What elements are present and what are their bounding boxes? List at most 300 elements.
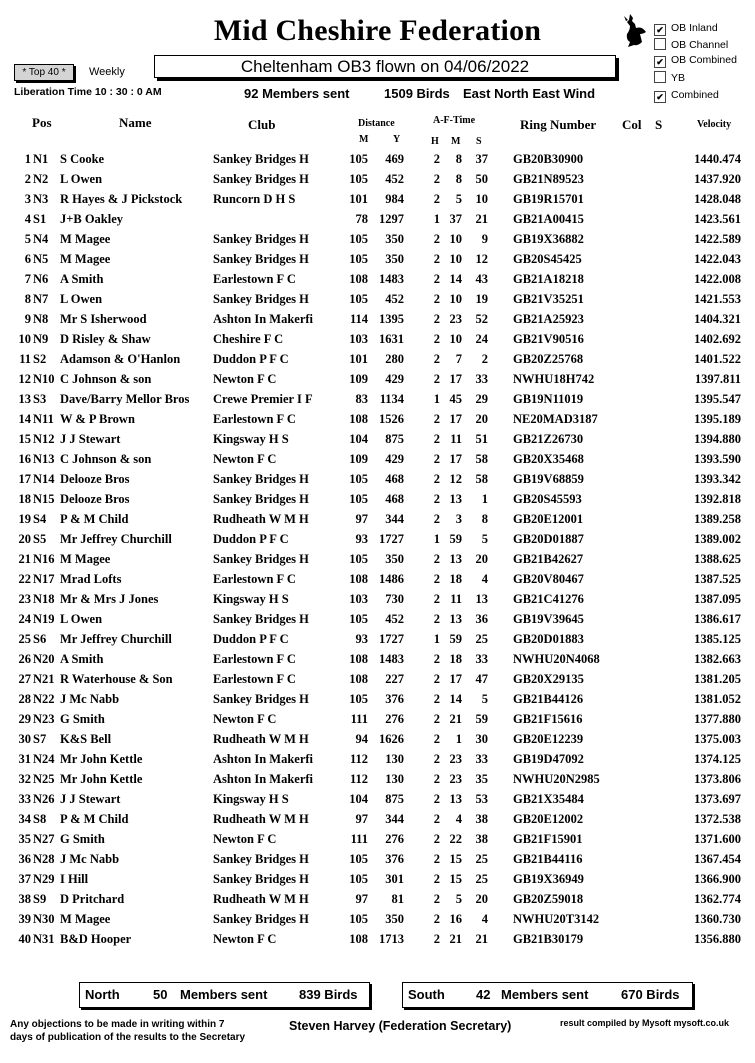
row-position: 23 xyxy=(18,592,31,606)
row-club: Newton F C xyxy=(213,372,277,386)
table-row xyxy=(0,870,755,890)
row-section: N12 xyxy=(33,432,55,446)
row-hours: 2 xyxy=(433,232,440,246)
row-section: S9 xyxy=(33,892,47,906)
table-row xyxy=(0,350,755,370)
row-dist-miles: 94 xyxy=(355,732,368,746)
row-dist-miles: 105 xyxy=(349,692,368,706)
row-minutes: 18 xyxy=(449,572,462,586)
option-yb[interactable]: YB xyxy=(654,71,685,85)
row-minutes: 13 xyxy=(449,792,462,806)
row-dist-miles: 112 xyxy=(349,772,368,786)
row-dist-miles: 103 xyxy=(349,592,368,606)
pigeon-logo-icon xyxy=(622,12,648,48)
table-row xyxy=(0,650,755,670)
row-hours: 2 xyxy=(433,732,440,746)
row-seconds: 29 xyxy=(475,392,488,406)
north-summary xyxy=(79,982,370,1008)
row-position: 33 xyxy=(18,792,31,806)
row-dist-miles: 108 xyxy=(349,652,368,666)
row-name: Adamson & O'Hanlon xyxy=(60,352,181,366)
row-seconds: 33 xyxy=(475,372,488,386)
row-seconds: 4 xyxy=(481,572,488,586)
row-velocity: 1401.522 xyxy=(694,352,741,366)
row-minutes: 18 xyxy=(449,652,462,666)
row-name: P & M Child xyxy=(60,812,129,826)
row-ring-number: GB20B30900 xyxy=(513,152,584,166)
row-position: 6 xyxy=(24,252,31,266)
row-hours: 2 xyxy=(433,192,440,206)
table-row xyxy=(0,530,755,550)
row-seconds: 59 xyxy=(475,712,488,726)
option-combined[interactable]: ✔ Combined xyxy=(654,89,719,103)
secretary-name: Steven Harvey (Federation Secretary) xyxy=(289,1019,512,1033)
row-ring-number: GB20S45593 xyxy=(513,492,582,506)
row-club: Rudheath W M H xyxy=(213,512,309,526)
ob-combined-checkbox[interactable]: ✔ xyxy=(654,56,666,68)
row-velocity: 1389.002 xyxy=(694,532,741,546)
col-header-ring: Ring Number xyxy=(520,117,597,132)
row-velocity: 1428.048 xyxy=(694,192,741,206)
row-hours: 2 xyxy=(433,452,440,466)
row-velocity: 1437.920 xyxy=(694,172,741,186)
row-club: Ashton In Makerfi xyxy=(213,312,314,326)
row-ring-number: GB21B44116 xyxy=(513,852,583,866)
row-club: Earlestown F C xyxy=(213,572,296,586)
row-position: 7 xyxy=(24,272,31,286)
row-position: 31 xyxy=(18,752,31,766)
row-dist-miles: 97 xyxy=(355,512,368,526)
row-velocity: 1386.617 xyxy=(694,612,741,626)
row-velocity: 1422.043 xyxy=(694,252,741,266)
row-hours: 2 xyxy=(433,612,440,626)
row-section: S8 xyxy=(33,812,47,826)
row-section: N10 xyxy=(33,372,55,386)
row-hours: 2 xyxy=(433,312,440,326)
row-dist-miles: 105 xyxy=(349,872,368,886)
row-position: 1 xyxy=(24,152,31,166)
row-position: 2 xyxy=(24,172,31,186)
row-minutes: 8 xyxy=(455,152,462,166)
row-minutes: 45 xyxy=(449,392,462,406)
row-section: S6 xyxy=(33,632,47,646)
row-dist-yards: 227 xyxy=(385,672,404,686)
row-position: 27 xyxy=(18,672,31,686)
north-count: 50 xyxy=(153,987,168,1002)
row-hours: 2 xyxy=(433,752,440,766)
row-ring-number: NWHU20T3142 xyxy=(513,912,600,926)
row-name: Mrad Lofts xyxy=(60,572,122,586)
row-club: Ashton In Makerfi xyxy=(213,752,314,766)
row-seconds: 52 xyxy=(475,312,488,326)
row-name: R Waterhouse & Son xyxy=(60,672,173,686)
row-dist-miles: 112 xyxy=(349,752,368,766)
option-ob-combined[interactable]: ✔ OB Combined xyxy=(654,54,737,68)
row-section: N2 xyxy=(33,172,49,186)
row-minutes: 23 xyxy=(449,312,462,326)
row-ring-number: GB20Z25768 xyxy=(513,352,584,366)
row-name: L Owen xyxy=(60,292,103,306)
row-ring-number: GB21V90516 xyxy=(513,332,584,346)
row-section: N5 xyxy=(33,252,49,266)
row-velocity: 1387.095 xyxy=(694,592,741,606)
row-seconds: 21 xyxy=(475,212,488,226)
row-dist-yards: 468 xyxy=(385,472,404,486)
row-seconds: 53 xyxy=(475,792,488,806)
row-dist-yards: 350 xyxy=(385,252,404,266)
row-section: S5 xyxy=(33,532,47,546)
row-club: Newton F C xyxy=(213,932,277,946)
row-position: 15 xyxy=(18,432,31,446)
row-minutes: 10 xyxy=(449,232,462,246)
row-club: Sankey Bridges H xyxy=(213,152,309,166)
row-velocity: 1375.003 xyxy=(694,732,741,746)
yb-checkbox[interactable] xyxy=(654,71,666,83)
row-name: B&D Hooper xyxy=(60,932,132,946)
row-dist-yards: 875 xyxy=(385,792,404,806)
row-velocity: 1374.125 xyxy=(694,752,741,766)
row-ring-number: GB20E12239 xyxy=(513,732,584,746)
row-seconds: 20 xyxy=(475,412,488,426)
row-ring-number: GB21A18218 xyxy=(513,272,584,286)
row-hours: 2 xyxy=(433,692,440,706)
row-dist-miles: 93 xyxy=(355,632,368,646)
row-ring-number: GB20Z59018 xyxy=(513,892,584,906)
row-club: Sankey Bridges H xyxy=(213,852,309,866)
race-title-box: Cheltenham OB3 flown on 04/06/2022 xyxy=(154,55,616,78)
row-name: J Mc Nabb xyxy=(60,852,120,866)
row-position: 17 xyxy=(18,472,31,486)
objections-note: Any objections to be made in writing within 7 days of publication of the results to the Secretary xyxy=(10,1019,246,1043)
row-section: S4 xyxy=(33,512,47,526)
federation-title: Mid Cheshire Federation xyxy=(213,14,542,47)
row-name: Dave/Barry Mellor Bros xyxy=(60,392,190,406)
row-dist-yards: 376 xyxy=(385,692,404,706)
row-section: N18 xyxy=(33,592,55,606)
col-header-sex: S xyxy=(655,117,663,132)
row-minutes: 13 xyxy=(449,492,462,506)
combined-checkbox[interactable]: ✔ xyxy=(654,91,666,103)
row-seconds: 38 xyxy=(475,832,488,846)
row-dist-yards: 468 xyxy=(385,492,404,506)
row-name: G Smith xyxy=(60,832,105,846)
south-members: Members sent xyxy=(501,987,589,1002)
row-club: Cheshire F C xyxy=(213,332,284,346)
row-dist-yards: 1713 xyxy=(379,932,404,946)
row-club: Earlestown F C xyxy=(213,652,296,666)
row-dist-miles: 93 xyxy=(355,532,368,546)
row-section: N14 xyxy=(33,472,55,486)
row-hours: 2 xyxy=(433,512,440,526)
row-club: Earlestown F C xyxy=(213,412,296,426)
row-dist-yards: 1486 xyxy=(379,572,404,586)
row-seconds: 47 xyxy=(475,672,488,686)
row-hours: 2 xyxy=(433,852,440,866)
row-hours: 2 xyxy=(433,892,440,906)
row-minutes: 23 xyxy=(449,772,462,786)
row-name: L Owen xyxy=(60,612,103,626)
row-position: 25 xyxy=(18,632,31,646)
row-minutes: 15 xyxy=(449,872,462,886)
row-dist-yards: 452 xyxy=(385,612,404,626)
row-section: N15 xyxy=(33,492,55,506)
row-dist-yards: 376 xyxy=(385,852,404,866)
row-ring-number: GB20V80467 xyxy=(513,572,584,586)
row-minutes: 12 xyxy=(449,472,462,486)
table-row xyxy=(0,310,755,330)
row-velocity: 1422.008 xyxy=(694,272,741,286)
ob-channel-checkbox[interactable] xyxy=(654,38,666,50)
row-position: 30 xyxy=(18,732,31,746)
row-dist-yards: 276 xyxy=(385,832,404,846)
col-header-h: H xyxy=(431,136,439,147)
table-row xyxy=(0,550,755,570)
row-minutes: 14 xyxy=(449,692,462,706)
table-row xyxy=(0,670,755,690)
row-ring-number: GB21V35251 xyxy=(513,292,584,306)
row-seconds: 13 xyxy=(475,592,488,606)
row-velocity: 1356.880 xyxy=(694,932,741,946)
row-position: 5 xyxy=(24,232,31,246)
table-row xyxy=(0,630,755,650)
row-section: N8 xyxy=(33,312,49,326)
row-dist-yards: 429 xyxy=(385,452,404,466)
row-dist-yards: 1483 xyxy=(379,652,404,666)
row-dist-miles: 97 xyxy=(355,812,368,826)
row-seconds: 4 xyxy=(481,912,488,926)
row-club: Rudheath W M H xyxy=(213,732,309,746)
row-position: 8 xyxy=(24,292,31,306)
option-ob-inland[interactable]: ✔ OB Inland xyxy=(654,22,718,36)
row-dist-yards: 1727 xyxy=(379,632,404,646)
row-club: Sankey Bridges H xyxy=(213,292,309,306)
col-header-af-time: A-F-Time xyxy=(433,115,476,126)
row-dist-miles: 103 xyxy=(349,332,368,346)
table-row xyxy=(0,850,755,870)
top-40-button[interactable]: * Top 40 * xyxy=(14,64,74,81)
row-name: D Risley & Shaw xyxy=(60,332,151,346)
row-seconds: 12 xyxy=(475,252,488,266)
row-hours: 2 xyxy=(433,832,440,846)
row-hours: 2 xyxy=(433,172,440,186)
row-club: Sankey Bridges H xyxy=(213,692,309,706)
row-seconds: 36 xyxy=(475,612,488,626)
row-velocity: 1373.806 xyxy=(694,772,741,786)
table-row xyxy=(0,930,755,950)
row-position: 32 xyxy=(18,772,31,786)
row-club: Kingsway H S xyxy=(213,432,289,446)
row-seconds: 37 xyxy=(475,152,488,166)
row-hours: 2 xyxy=(433,432,440,446)
south-summary xyxy=(402,982,693,1008)
row-hours: 2 xyxy=(433,272,440,286)
row-dist-miles: 105 xyxy=(349,612,368,626)
row-seconds: 51 xyxy=(475,432,488,446)
row-hours: 1 xyxy=(433,212,440,226)
row-club: Duddon P F C xyxy=(213,532,289,546)
row-name: A Smith xyxy=(60,652,104,666)
row-ring-number: NWHU18H742 xyxy=(513,372,595,386)
row-dist-miles: 111 xyxy=(350,712,368,726)
row-ring-number: GB21N89523 xyxy=(513,172,584,186)
row-section: S2 xyxy=(33,352,47,366)
row-velocity: 1360.730 xyxy=(694,912,741,926)
row-velocity: 1392.818 xyxy=(694,492,741,506)
row-position: 22 xyxy=(18,572,31,586)
row-dist-miles: 108 xyxy=(349,572,368,586)
row-minutes: 13 xyxy=(449,552,462,566)
row-dist-yards: 130 xyxy=(385,752,404,766)
row-minutes: 23 xyxy=(449,752,462,766)
row-velocity: 1373.697 xyxy=(694,792,741,806)
row-name: Mr Jeffrey Churchill xyxy=(60,632,172,646)
row-name: A Smith xyxy=(60,272,104,286)
row-ring-number: GB20X35468 xyxy=(513,452,584,466)
row-club: Sankey Bridges H xyxy=(213,472,309,486)
row-ring-number: GB21A00415 xyxy=(513,212,584,226)
row-seconds: 38 xyxy=(475,812,488,826)
row-position: 12 xyxy=(18,372,31,386)
row-hours: 2 xyxy=(433,672,440,686)
row-hours: 2 xyxy=(433,772,440,786)
row-seconds: 30 xyxy=(475,732,488,746)
row-section: S1 xyxy=(33,212,47,226)
row-hours: 2 xyxy=(433,292,440,306)
row-position: 24 xyxy=(18,612,31,626)
row-velocity: 1377.880 xyxy=(694,712,741,726)
col-header-distance: Distance xyxy=(358,118,395,129)
option-ob-channel[interactable]: OB Channel xyxy=(654,38,728,52)
members-sent: 92 Members sent xyxy=(244,86,350,101)
row-name: M Magee xyxy=(60,232,111,246)
row-minutes: 17 xyxy=(449,372,462,386)
row-section: N17 xyxy=(33,572,55,586)
table-row xyxy=(0,190,755,210)
row-name: Mr John Kettle xyxy=(60,752,143,766)
row-position: 39 xyxy=(18,912,31,926)
row-dist-yards: 280 xyxy=(385,352,404,366)
row-dist-yards: 452 xyxy=(385,172,404,186)
row-dist-yards: 1626 xyxy=(379,732,404,746)
row-minutes: 8 xyxy=(455,172,462,186)
row-club: Kingsway H S xyxy=(213,592,289,606)
row-ring-number: GB19R15701 xyxy=(513,192,584,206)
table-row xyxy=(0,830,755,850)
row-velocity: 1393.590 xyxy=(694,452,741,466)
row-club: Newton F C xyxy=(213,452,277,466)
row-name: L Owen xyxy=(60,172,103,186)
row-velocity: 1395.547 xyxy=(694,392,741,406)
row-name: Mr S Isherwood xyxy=(60,312,147,326)
north-label: North xyxy=(85,987,120,1002)
row-dist-yards: 429 xyxy=(385,372,404,386)
ob-inland-checkbox[interactable]: ✔ xyxy=(654,24,666,36)
row-dist-yards: 1483 xyxy=(379,272,404,286)
row-section: N28 xyxy=(33,852,55,866)
table-row xyxy=(0,330,755,350)
row-dist-yards: 469 xyxy=(385,152,404,166)
birds-sent: 1509 Birds xyxy=(384,86,450,101)
row-name: J J Stewart xyxy=(60,792,121,806)
table-row xyxy=(0,910,755,930)
row-seconds: 2 xyxy=(481,352,488,366)
row-ring-number: GB19V39645 xyxy=(513,612,584,626)
table-row xyxy=(0,450,755,470)
period-label: Weekly xyxy=(89,66,125,78)
row-ring-number: GB21B44126 xyxy=(513,692,584,706)
row-seconds: 33 xyxy=(475,752,488,766)
row-dist-miles: 105 xyxy=(349,292,368,306)
table-row xyxy=(0,150,755,170)
row-section: N9 xyxy=(33,332,49,346)
row-dist-miles: 101 xyxy=(349,352,368,366)
row-dist-yards: 875 xyxy=(385,432,404,446)
row-position: 38 xyxy=(18,892,31,906)
row-minutes: 37 xyxy=(449,212,462,226)
row-dist-yards: 130 xyxy=(385,772,404,786)
table-row xyxy=(0,430,755,450)
row-seconds: 5 xyxy=(481,692,488,706)
row-minutes: 17 xyxy=(449,412,462,426)
table-row xyxy=(0,790,755,810)
row-club: Earlestown F C xyxy=(213,272,296,286)
row-velocity: 1385.125 xyxy=(694,632,741,646)
row-position: 35 xyxy=(18,832,31,846)
row-name: K&S Bell xyxy=(60,732,112,746)
row-hours: 2 xyxy=(433,152,440,166)
row-ring-number: NWHU20N2985 xyxy=(513,772,600,786)
row-velocity: 1366.900 xyxy=(694,872,741,886)
row-ring-number: GB20E12002 xyxy=(513,812,584,826)
row-name: J J Stewart xyxy=(60,432,121,446)
col-header-pos: Pos xyxy=(32,115,52,130)
col-header-dist-y: Y xyxy=(393,134,401,145)
row-club: Sankey Bridges H xyxy=(213,912,309,926)
row-dist-miles: 105 xyxy=(349,232,368,246)
row-dist-miles: 108 xyxy=(349,932,368,946)
row-section: N23 xyxy=(33,712,55,726)
row-seconds: 10 xyxy=(475,192,488,206)
row-dist-miles: 105 xyxy=(349,912,368,926)
table-row xyxy=(0,230,755,250)
row-club: Ashton In Makerfi xyxy=(213,772,314,786)
row-club: Sankey Bridges H xyxy=(213,172,309,186)
table-row xyxy=(0,210,755,230)
row-name: W & P Brown xyxy=(60,412,135,426)
row-minutes: 13 xyxy=(449,612,462,626)
north-members: Members sent xyxy=(180,987,268,1002)
row-section: N29 xyxy=(33,872,55,886)
row-ring-number: NWHU20N4068 xyxy=(513,652,600,666)
table-row xyxy=(0,490,755,510)
row-minutes: 59 xyxy=(449,632,462,646)
row-velocity: 1394.880 xyxy=(694,432,741,446)
row-seconds: 9 xyxy=(481,232,488,246)
south-count: 42 xyxy=(476,987,491,1002)
row-club: Rudheath W M H xyxy=(213,892,309,906)
row-dist-yards: 350 xyxy=(385,912,404,926)
row-minutes: 4 xyxy=(455,812,462,826)
row-club: Rudheath W M H xyxy=(213,812,309,826)
row-minutes: 5 xyxy=(455,192,462,206)
row-ring-number: GB20E12001 xyxy=(513,512,584,526)
row-dist-yards: 301 xyxy=(385,872,404,886)
row-hours: 2 xyxy=(433,412,440,426)
row-ring-number: GB20X29135 xyxy=(513,672,584,686)
row-hours: 2 xyxy=(433,552,440,566)
row-dist-yards: 344 xyxy=(385,512,404,526)
row-section: S7 xyxy=(33,732,47,746)
